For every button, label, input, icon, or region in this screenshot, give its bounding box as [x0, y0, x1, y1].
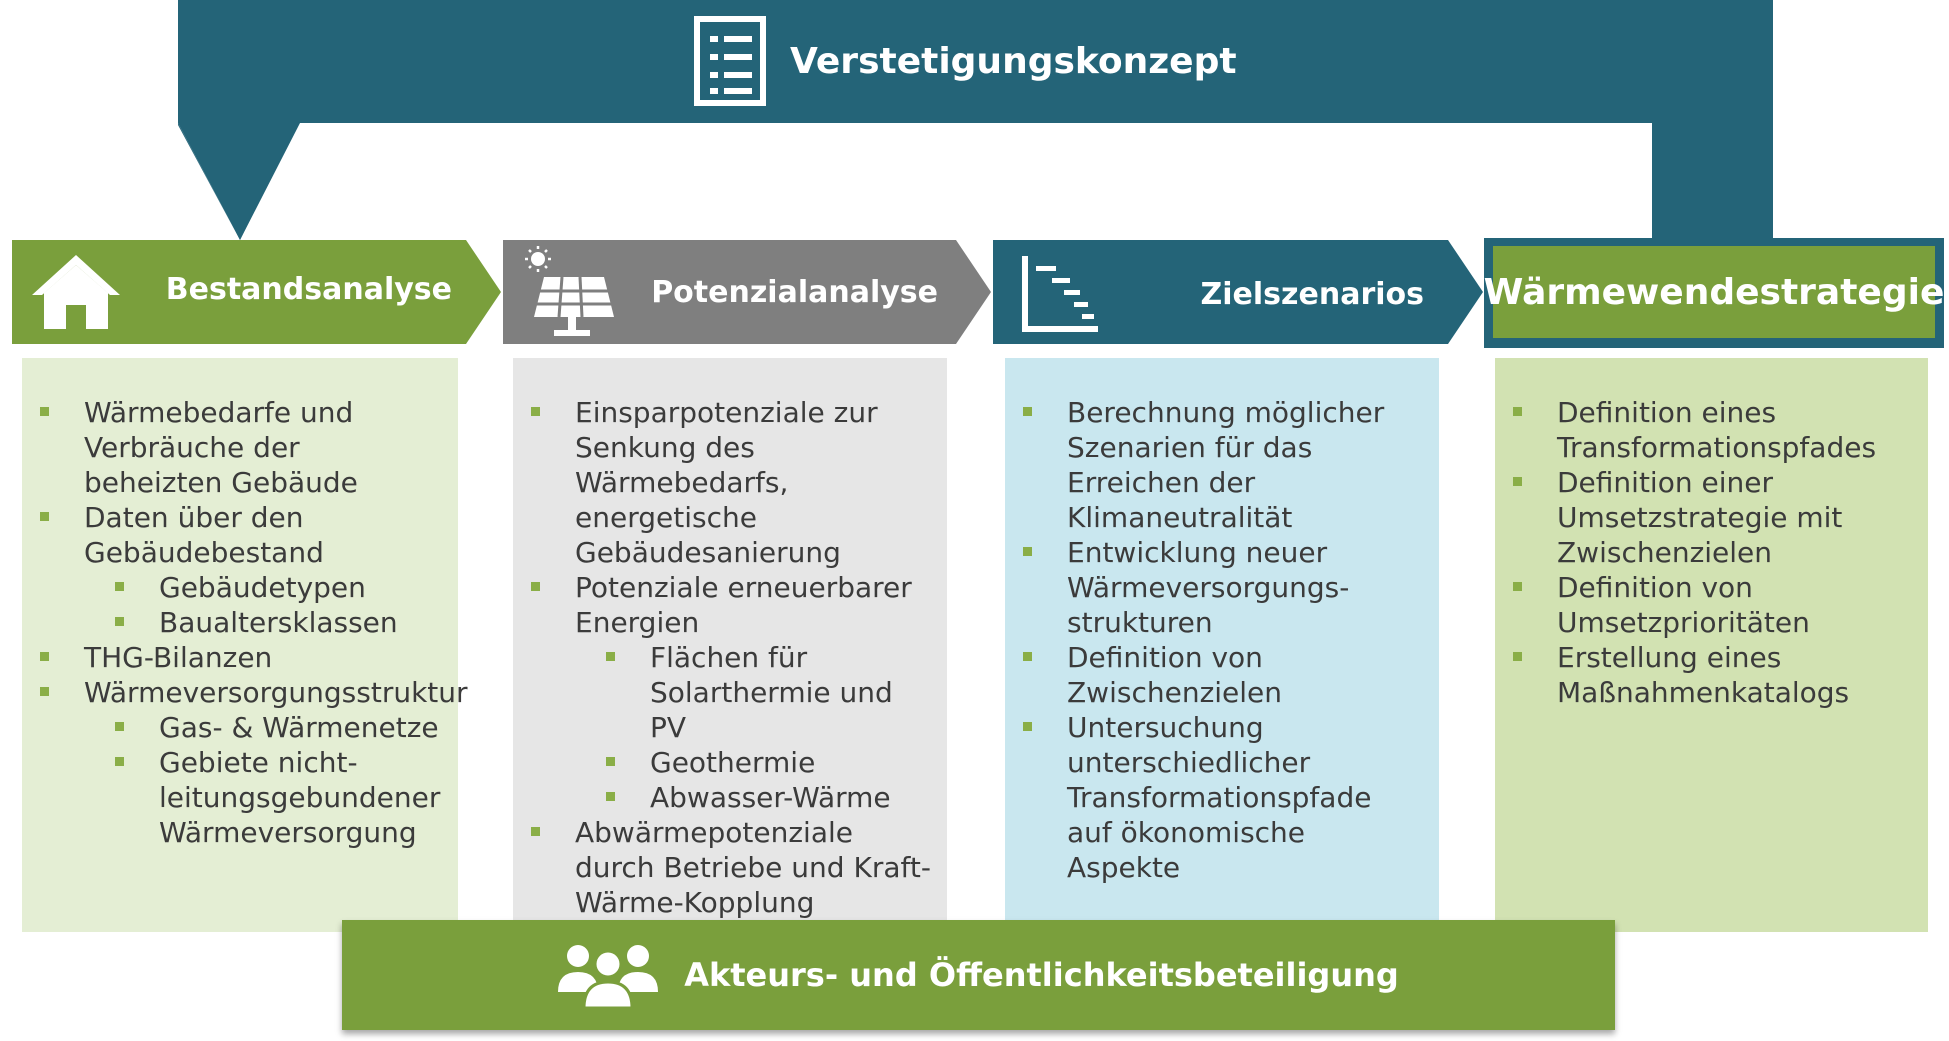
list-item: Wärmebedarfe und Verbräuche der beheizten Gebäude: [22, 395, 442, 500]
list-item: Entwicklung neuer Wärmeversorgungs-strukturen: [1005, 535, 1425, 640]
list-item: Gas- & Wärmenetze: [22, 710, 442, 745]
potenzialanalyse-list: [513, 395, 933, 920]
list-item: Flächen für Solarthermie und PV: [513, 640, 933, 745]
potenzialanalyse-header: [524, 248, 944, 338]
waermewendestrategie-list: [1495, 395, 1915, 710]
akteursbeteiligung-banner: [342, 920, 1615, 1030]
step-chart-icon: [1018, 254, 1100, 336]
list-item: Baualtersklassen: [22, 605, 442, 640]
verstetigung-header: [694, 16, 1237, 106]
list-item: Gebiete nicht-leitungsgebundener Wärmeversorgung: [22, 745, 442, 850]
list-item: Einsparpotenziale zur Senkung des Wärmebedarfs, energetische Gebäudesanierung: [513, 395, 933, 570]
list-item: Abwasser-Wärme: [513, 780, 933, 815]
bestandsanalyse-list: [22, 395, 468, 850]
bestandsanalyse-header: [28, 250, 458, 330]
list-item: Daten über den Gebäudebestand: [22, 500, 442, 570]
list-item: Erstellung eines Maßnahmenkatalogs: [1495, 640, 1915, 710]
zielszenarios-list: [1005, 395, 1425, 885]
list-item: THG-Bilanzen: [22, 640, 442, 675]
waermewendestrategie-title: Wärmewendestrategie: [1483, 271, 1945, 313]
potenzialanalyse-title: Potenzialanalyse: [651, 275, 938, 310]
akteursbeteiligung-title: Akteurs- und Öffentlichkeitsbeteiligung: [684, 956, 1399, 994]
list-item: Berechnung möglicher Szenarien für das Erreichen der Klimaneutralität: [1005, 395, 1425, 535]
zielszenarios-title: Zielszenarios: [1200, 277, 1424, 312]
feedback-arrow-tip: [170, 118, 310, 242]
house-icon: [28, 249, 124, 331]
list-item: Untersuchung unterschiedlicher Transformationspfade auf ökonomische Aspekte: [1005, 710, 1425, 885]
bestandsanalyse-title: Bestandsanalyse: [165, 272, 452, 307]
list-item: Abwärmepotenziale durch Betriebe und Kraft-Wärme-Kopplung: [513, 815, 933, 920]
verstetigung-title: Verstetigungskonzept: [790, 40, 1237, 82]
list-item: Geothermie: [513, 745, 933, 780]
people-group-icon: [558, 942, 658, 1008]
solar-panel-icon: [524, 245, 619, 341]
list-item: Wärmeversorgungsstruktur: [22, 675, 442, 710]
list-item: Definition eines Transformationspfades: [1495, 395, 1915, 465]
list-item: Potenziale erneuerbarer Energien: [513, 570, 933, 640]
list-item: Definition von Zwischenzielen: [1005, 640, 1425, 710]
checklist-icon: [694, 16, 766, 106]
list-item: Definition einer Umsetzstrategie mit Zwischenzielen: [1495, 465, 1915, 570]
list-item: Definition von Umsetzprioritäten: [1495, 570, 1915, 640]
list-item: Gebäudetypen: [22, 570, 442, 605]
waermewendestrategie-header: [1483, 246, 1945, 338]
zielszenarios-header: [1018, 252, 1438, 338]
